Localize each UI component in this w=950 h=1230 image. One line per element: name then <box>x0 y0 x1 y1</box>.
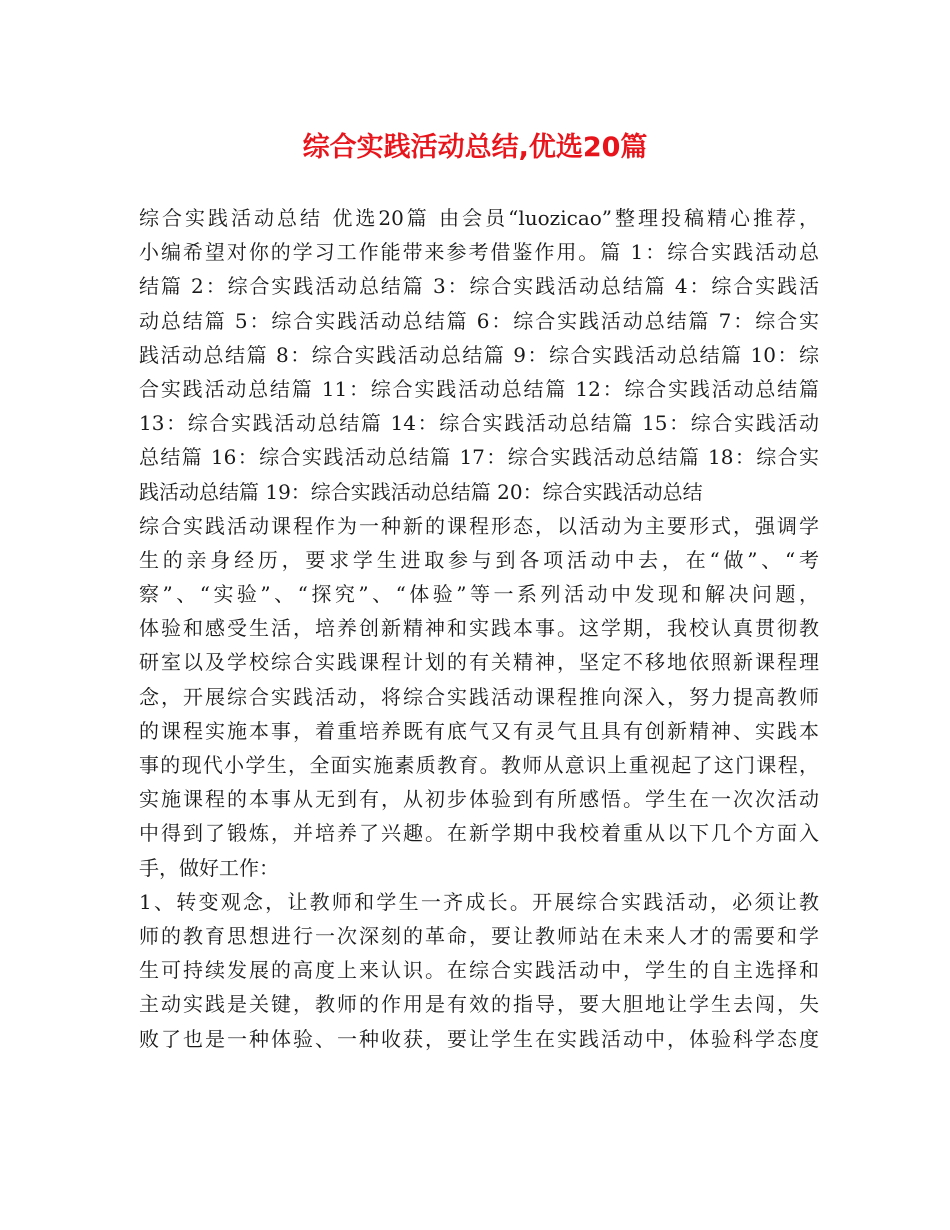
text-line: 败了也是一种体验、一种收获，要让学生在实践活动中，体验科学态度 <box>139 1026 819 1051</box>
text-line: 念，开展综合实践活动，将综合实践活动课程推向深入，努力提高教师 <box>139 684 819 709</box>
text-line: 手，做好工作： <box>139 855 279 880</box>
document-body <box>139 201 819 1056</box>
text-line: 合实践活动总结篇 11：综合实践活动总结篇 12：综合实践活动总结篇 <box>139 376 819 401</box>
text-line: 察”、“实验”、“探究”、“体验”等一系列活动中发现和解决问题， <box>139 582 819 607</box>
text-line: 综合实践活动课程作为一种新的课程形态，以活动为主要形式，强调学 <box>139 513 819 538</box>
text-line: 师的教育思想进行一次深刻的革命，要让教师站在未来人才的需要和学 <box>139 923 819 948</box>
text-line: 动总结篇 5：综合实践活动总结篇 6：综合实践活动总结篇 7：综合实 <box>139 308 819 333</box>
text-line: 的课程实施本事，着重培养既有底气又有灵气且具有创新精神、实践本 <box>139 718 819 743</box>
text-line: 小编希望对你的学习工作能带来参考借鉴作用。篇 1：综合实践活动总 <box>139 240 819 265</box>
text-line: 13：综合实践活动总结篇 14：综合实践活动总结篇 15：综合实践活动 <box>139 411 819 436</box>
text-line: 生可持续发展的高度上来认识。在综合实践活动中，学生的自主选择和 <box>139 958 819 983</box>
text-line: 践活动总结篇 8：综合实践活动总结篇 9：综合实践活动总结篇 10：综 <box>139 342 819 367</box>
text-line: 中得到了锻炼，并培养了兴趣。在新学期中我校着重从以下几个方面入 <box>139 821 819 846</box>
text-line: 体验和感受生活，培养创新精神和实践本事。这学期，我校认真贯彻教 <box>139 616 819 641</box>
text-line: 1、转变观念，让教师和学生一齐成长。开展综合实践活动，必须让教 <box>139 889 819 914</box>
text-line: 生的亲身经历，要求学生进取参与到各项活动中去，在“做”、“考 <box>139 547 819 572</box>
text-line: 主动实践是关键，教师的作用是有效的指导，要大胆地让学生去闯，失 <box>139 992 819 1017</box>
document-title: 综合实践活动总结,优选20篇 <box>302 132 648 163</box>
text-line: 践活动总结篇 19：综合实践活动总结篇 20：综合实践活动总结 <box>139 479 703 504</box>
text-line: 事的现代小学生，全面实施素质教育。教师从意识上重视起了这门课程， <box>139 753 819 777</box>
text-line: 结篇 2：综合实践活动总结篇 3：综合实践活动总结篇 4：综合实践活 <box>139 274 819 299</box>
text-line: 综合实践活动总结 优选20篇 由会员“luozicao”整理投稿精心推荐， <box>139 206 819 230</box>
text-line: 实施课程的本事从无到有，从初步体验到有所感悟。学生在一次次活动 <box>139 787 819 812</box>
text-line: 总结篇 16：综合实践活动总结篇 17：综合实践活动总结篇 18：综合实 <box>139 445 819 470</box>
text-line: 研室以及学校综合实践课程计划的有关精神，坚定不移地依照新课程理 <box>139 650 819 675</box>
